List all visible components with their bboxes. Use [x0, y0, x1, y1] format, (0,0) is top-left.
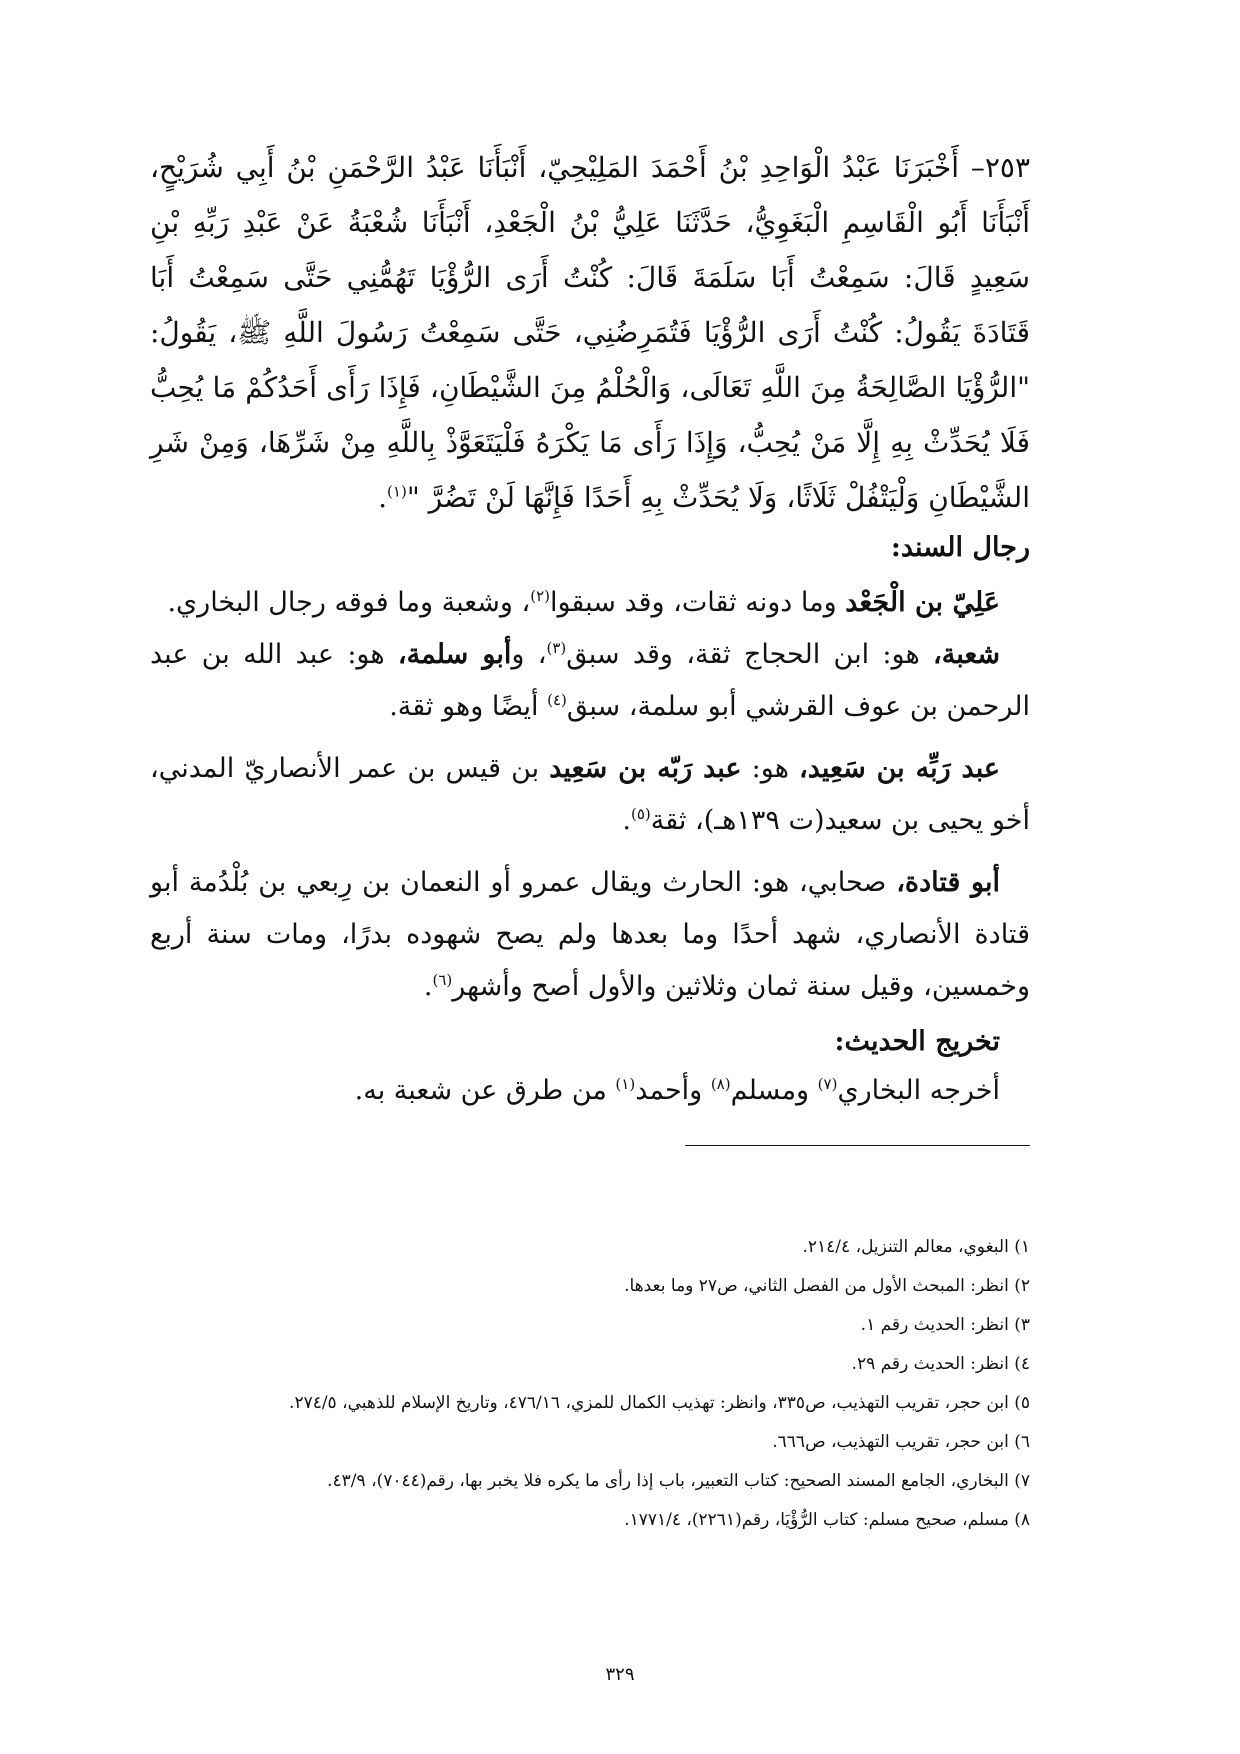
section-heading-takhrij: تخريج الحديث:	[834, 1026, 1000, 1057]
paragraph-text: أيضًا وهو ثقة.	[389, 691, 548, 722]
paragraph-ali-ibn-aljad	[150, 577, 1030, 629]
narrator-name: شعبة،	[933, 639, 1000, 670]
footnote-ref: (٥)	[631, 805, 651, 823]
footnote-7: ٧) البخاري، الجامع المسند الصحيح: كتاب التعبير، باب إذا رأى ما يكره فلا يخبر بها، رقم(٧٠٤٤)، ٤٣/٩.	[327, 1471, 1030, 1491]
paragraph-text: من طرق عن شعبة به.	[354, 1075, 616, 1106]
paragraph-text: هو:	[741, 753, 800, 784]
paragraph-text: بن قيس بن عمر الأنصاريّ المدني، أخو يحيى بن سعيد(ت ١٣٩هـ)، ثقة	[150, 753, 1030, 836]
footnote-ref: (٣)	[546, 639, 567, 657]
footnote-2: ٢) انظر: المبحث الأول من الفصل الثاني، ص٢٧ وما بعدها.	[624, 1276, 1030, 1296]
hadith-text	[150, 140, 1030, 525]
footnote-3: ٣) انظر: الحديث رقم ١.	[860, 1315, 1030, 1335]
footnote-ref: (٦)	[432, 971, 453, 989]
paragraph-text: صحابي، هو: الحارث ويقال عمرو أو النعمان بن رِبعي بن بُلْدُمة أبو قتادة الأنصاري، شهد أحدًا وما بعدها ولم يصح شهوده بدرًا، ومات سنة أربع وخمسين، وقيل سنة ثمان وثلاثين والأول أصح وأشهر	[150, 867, 1030, 1002]
footnote-4: ٤) انظر: الحديث رقم ٢٩.	[851, 1354, 1030, 1374]
paragraph-text: .	[423, 971, 433, 1002]
footnote-ref: (١)	[615, 1075, 636, 1093]
narrator-name: أبو قتادة،	[896, 867, 1000, 898]
footnote-1: ١) البغوي، معالم التنزيل، ٢١٤/٤.	[802, 1237, 1030, 1257]
footnote-ref: (٨)	[710, 1075, 731, 1093]
section-heading-rijal: رجال السند:	[890, 532, 1030, 563]
footnote-8: ٨) مسلم، صحيح مسلم: كتاب الرُّؤْيَا، رقم(٢٢٦١)، ١٧٧١/٤.	[624, 1510, 1030, 1530]
footnote-separator	[685, 1145, 1030, 1146]
paragraph-text: أخرجه البخاري	[837, 1075, 1000, 1106]
narrator-name: أبو سلمة،	[397, 639, 512, 670]
paragraph-text: وما دونه ثقات، وقد سبقوا	[549, 587, 846, 618]
footnotes	[150, 1230, 1030, 1542]
main-text	[150, 140, 1030, 1146]
paragraph-text: .	[622, 805, 631, 836]
narrator-name: عَلِيّ بن الْجَعْد	[845, 587, 1000, 618]
paragraph-text: وأحمد	[635, 1075, 711, 1106]
paragraph-text: هو: عبد الله بن عبد الرحمن بن عوف القرشي أبو سلمة، سبق	[150, 639, 1030, 722]
footnote-ref: (٧)	[817, 1075, 838, 1093]
narrator-name: عبد رَبِّه بن سَعِيد،	[799, 753, 1000, 784]
hadith-body: ٢٥٣– أَخْبَرَنَا عَبْدُ الْوَاحِدِ بْنُ أَحْمَدَ المَلِيْحِيّ، أَنْبَأَنَا عَبْدُ الرَّحْمَنِ بْنُ أَبِي شُرَيْحٍ، أَنْبَأَنَا أَبُو الْقَاسِمِ الْبَغَوِيُّ، حَدَّثَنَا عَلِيُّ بْنُ الْجَعْدِ، أَنْبَأَنَا شُعْبَةُ عَنْ عَبْدِ رَبِّهِ بْنِ سَعِيدٍ قَالَ: سَمِعْتُ أَبَا سَلَمَةَ قَالَ: كُنْتُ أَرَى الرُّؤْيَا تَهُمُّنِي حَتَّى سَمِعْتُ أَبَا قَتَادَةَ يَقُولُ: كُنْتُ أَرَى الرُّؤْيَا فَتُمَرِضُنِي، حَتَّى سَمِعْتُ رَسُولَ اللَّهِ ﷺ، يَقُولُ: "الرُّؤْيَا الصَّالِحَةُ مِنَ اللَّهِ تَعَالَى، وَالْحُلْمُ مِنَ الشَّيْطَانِ، فَإِذَا رَأَى أَحَدُكُمْ مَا يُحِبُّ فَلَا يُحَدِّثْ بِهِ إِلَّا مَنْ يُحِبُّ، وَإِذَا رَأَى مَا يَكْرَهُ فَلْيَتَعَوَّذْ بِاللَّهِ مِنْ شَرِّهَا، وَمِنْ شَرِ الشَّيْطَانِ وَلْيَتْفُلْ ثَلَاثًا، وَلَا يُحَدِّثْ بِهِ أَحَدًا فَإِنَّهَا لَنْ تَضُرَّ "	[150, 151, 1030, 514]
footnote-5: ٥) ابن حجر، تقريب التهذيب، ص٣٣٥، وانظر: تهذيب الكمال للمزي، ٤٧٦/١٦، وتاريخ الإسلام للذهبي، ٢٧٤/٥.	[289, 1393, 1030, 1413]
footnote-6: ٦) ابن حجر، تقريب التهذيب، ص٦٦٦.	[772, 1432, 1030, 1452]
paragraph-text: ومسلم	[730, 1075, 818, 1106]
narrator-name: عبد رَبّه بن سَعِيد	[549, 753, 742, 784]
footnote-ref: (١)	[387, 482, 407, 501]
paragraph-text: ، و	[511, 639, 547, 670]
page-number: ٣٢٩	[605, 1664, 635, 1685]
footnote-ref: (٢)	[530, 587, 550, 605]
paragraph-abd-rabbih	[150, 743, 1030, 847]
hadith-end: .	[378, 481, 388, 514]
paragraph-takhrij	[150, 1065, 1030, 1117]
footnote-ref: (٤)	[547, 691, 567, 709]
paragraph-abu-qatada	[150, 857, 1030, 1013]
paragraph-text: ، وشعبة وما فوقه رجال البخاري.	[167, 587, 531, 618]
paragraph-shuba	[150, 629, 1030, 733]
paragraph-text: هو: ابن الحجاج ثقة، وقد سبق	[566, 639, 933, 670]
